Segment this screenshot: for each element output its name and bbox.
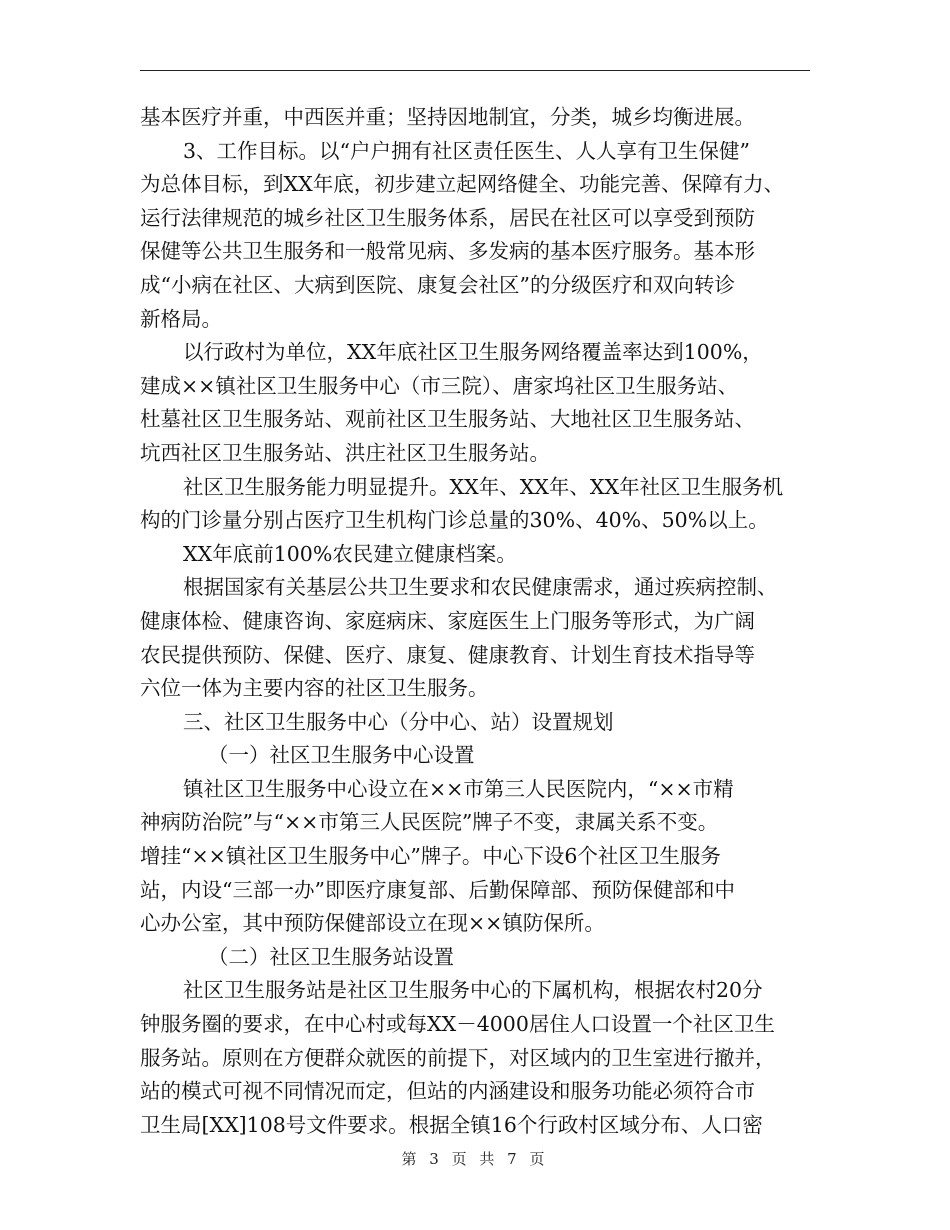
header-rule <box>140 70 810 71</box>
text-line: 镇社区卫生服务中心设立在××市第三人民医院内，“××市精 <box>183 776 734 801</box>
text-line: 社区卫生服务能力明显提升。XX年、XX年、XX年社区卫生服务机 <box>183 474 784 499</box>
text-line: 增挂“××镇社区卫生服务中心”牌子。中心下设6个社区卫生服务 <box>140 844 721 869</box>
text-line: 坑西社区卫生服务站、洪庄社区卫生服务站。 <box>140 440 550 465</box>
text-line: 六位一体为主要内容的社区卫生服务。 <box>140 676 489 701</box>
text-line: 农民提供预防、保健、医疗、康复、健康教育、计划生育技术指导等 <box>140 642 755 667</box>
subsection-heading: （二）社区卫生服务站设置 <box>208 944 454 969</box>
text-line: 卫生局[XX]108号文件要求。根据全镇16个行政村区域分布、人口密 <box>140 1112 763 1137</box>
text-line: 新格局。 <box>140 306 222 331</box>
text-line: 钟服务圈的要求，在中心村或每XX－4000居住人口设置一个社区卫生 <box>140 1012 775 1037</box>
text-line: 杜墓社区卫生服务站、观前社区卫生服务站、大地社区卫生服务站、 <box>140 407 755 432</box>
text-line: 根据国家有关基层公共卫生要求和农民健康需求，通过疾病控制、 <box>183 575 778 600</box>
text-line: 运行法律规范的城乡社区卫生服务体系，居民在社区可以享受到预防 <box>140 205 755 230</box>
text-line: 站，内设“三部一办”即医疗康复部、后勤保障部、预防保健部和中 <box>140 877 735 902</box>
text-line: 站的模式可视不同情况而定，但站的内涵建设和服务功能必须符合市 <box>140 1079 755 1104</box>
text-line: 神病防治院”与“××市第三人民医院”牌子不变，隶属关系不变。 <box>140 810 719 835</box>
text-line: 构的门诊量分别占医疗卫生机构门诊总量的30%、40%、50%以上。 <box>140 508 769 533</box>
subsection-heading: （一）社区卫生服务中心设置 <box>208 743 475 768</box>
text-line: 成“小病在社区、大病到医院、康复会社区”的分级医疗和双向转诊 <box>140 272 735 297</box>
text-line: 服务站。原则在方便群众就医的前提下，对区域内的卫生室进行撤并， <box>140 1045 776 1070</box>
text-line: 3、工作目标。以“户户拥有社区责任医生、人人享有卫生保健” <box>183 138 751 163</box>
page-number-footer: 第 3 页 共 7 页 <box>401 1150 549 1168</box>
text-line: 社区卫生服务站是社区卫生服务中心的下属机构，根据农村20分 <box>183 978 763 1003</box>
text-line: 为总体目标，到XX年底，初步建立起网络健全、功能完善、保障有力、 <box>140 172 785 197</box>
document-body <box>140 101 812 1142</box>
text-line: 保健等公共卫生服务和一般常见病、多发病的基本医疗服务。基本形 <box>140 239 755 264</box>
text-line: 建成××镇社区卫生服务中心（市三院）、唐家坞社区卫生服务站、 <box>140 373 739 398</box>
section-heading: 三、社区卫生服务中心（分中心、站）设置规划 <box>183 709 614 734</box>
text-line: 基本医疗并重，中西医并重；坚持因地制宜，分类，城乡均衡进展。 <box>140 105 755 129</box>
text-line: XX年底前100%农民建立健康档案。 <box>183 541 517 566</box>
text-line: 心办公室，其中预防保健部设立在现××镇防保所。 <box>140 911 605 936</box>
text-line: 健康体检、健康咨询、家庭病床、家庭医生上门服务等形式，为广阔 <box>140 608 755 633</box>
text-line: 以行政村为单位，XX年底社区卫生服务网络覆盖率达到100%， <box>183 340 763 365</box>
